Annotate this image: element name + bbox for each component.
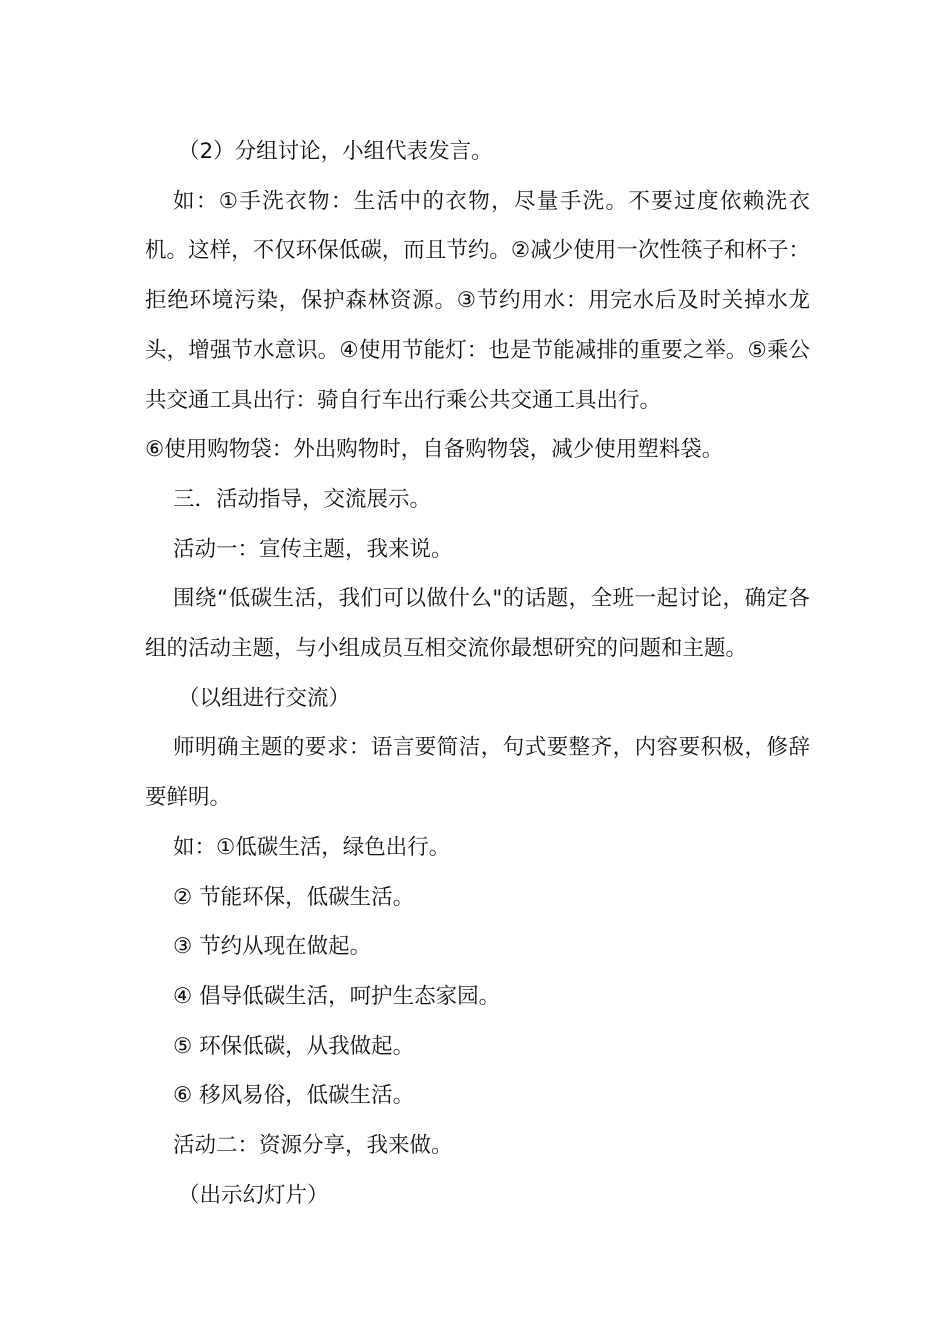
activity-one-heading: 活动一：宣传主题，我来说。 [173, 536, 453, 562]
paragraph-theme-requirements: 师明确主题的要求：语言要简洁，句式要整齐，内容要积极，修辞要鲜明。 [145, 735, 810, 811]
slogan-item-2: ② 节能环保，低碳生活。 [173, 884, 415, 910]
document-body [145, 127, 810, 1220]
slogan-item-5: ⑤ 环保低碳，从我做起。 [173, 1033, 415, 1059]
slogan-item-3: ③ 节约从现在做起。 [173, 934, 372, 960]
slogan-item-6: ⑥ 移风易俗，低碳生活。 [173, 1083, 415, 1109]
activity-two-heading: 活动二：资源分享，我来做。 [173, 1133, 453, 1159]
section-heading-activity-guidance: 三．活动指导，交流展示。 [173, 486, 432, 512]
paragraph-shopping-bag: ⑥使用购物袋：外出购物时，自备购物袋，减少使用塑料袋。 [145, 437, 724, 463]
paragraph-group-exchange: （以组进行交流） [178, 685, 351, 711]
slogan-item-1: 如：①低碳生活，绿色出行。 [173, 834, 451, 860]
slogan-item-4: ④ 倡导低碳生活，呵护生态家园。 [173, 983, 501, 1009]
paragraph-discussion-topic: 围绕“低碳生活，我们可以做什么"的话题，全班一起讨论，确定各组的活动主题，与小组成员互相交流你最想研究的问题和主题。 [145, 586, 810, 662]
paragraph-examples: 如：①手洗衣物：生活中的衣物，尽量手洗。不要过度依赖洗衣机。这样，不仅环保低碳，而且节约。②减少使用一次性筷子和杯子：拒绝环境污染，保护森林资源。③节约用水：用完水后及时关掉水龙头，增强节水意识。④使用节能灯：也是节能减排的重要之举。⑤乘公共交通工具出行：骑自行车出行乘公共交通工具出行。 [145, 188, 810, 413]
paragraph-group-discussion: （2）分组讨论，小组代表发言。 [178, 139, 493, 164]
paragraph-show-slides: （出示幻灯片） [178, 1182, 329, 1208]
